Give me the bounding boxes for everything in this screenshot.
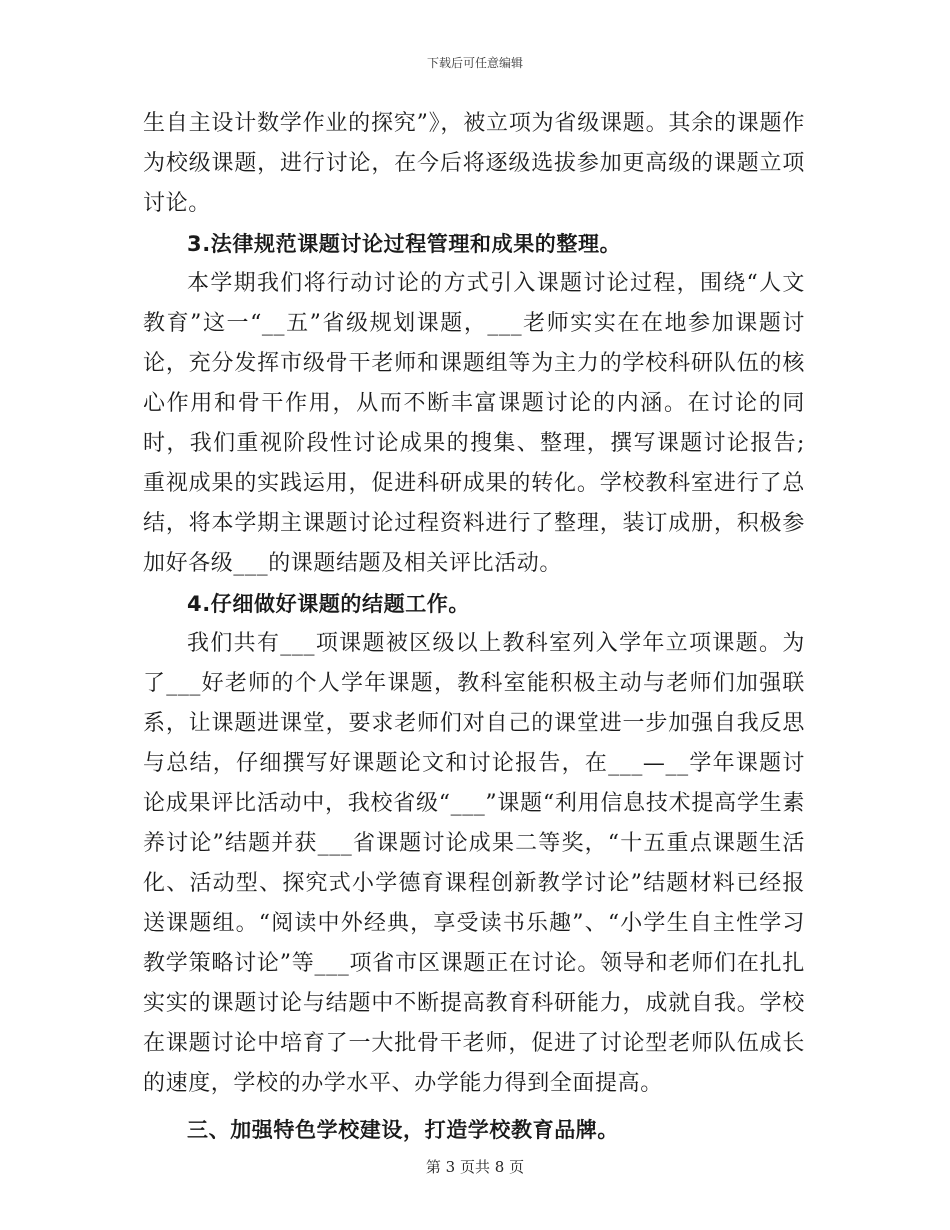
- page-footer: 第 3 页共 8 页: [425, 1158, 525, 1176]
- page-header: 下载后可任意编辑: [426, 56, 523, 70]
- paragraph-research-process: 本学期我们将行动讨论的方式引入课题讨论过程，围绕“人文教育”这一“__五”省级规划课题，___老师实实在在地参加课题讨论，充分发挥市级骨干老师和课题组等为主力的学校科研队伍的核心作用和骨干作用，从而不断丰富课题讨论的内涵。在讨论的同时，我们重视阶段性讨论成果的搜集、整理，撰写课题讨论报告;重视成果的实践运用，促进科研成果的转化。学校教科室进行了总结，将本学期主课题讨论过程资料进行了整理，装订成册，积极参加好各级___的课题结题及相关评比活动。: [143, 271, 805, 576]
- paragraph-project-closure: 我们共有___项课题被区级以上教科室列入学年立项课题。为了___好老师的个人学年课题，教科室能积极主动与老师们加强联系，让课题进课堂，要求老师们对自己的课堂进一步加强自我反思与总结，仔细撰写好课题论文和讨论报告，在___—__学年课题讨论成果评比活动中，我校省级“___”课题“利用信息技术提高学生素养讨论”结题并获___省课题讨论成果二等奖，“十五重点课题生活化、活动型、探究式小学德育课程创新教学讨论”结题材料已经报送课题组。“阅读中外经典，享受读书乐趣”、“小学生自主性学习教学策略讨论”等___项省市区课题正在讨论。领导和老师们在扎扎实实的课题讨论与结题中不断提高教育科研能力，成就自我。学校在课题讨论中培育了一大批骨干老师，促进了讨论型老师队伍成长的速度，学校的办学水平、办学能力得到全面提高。: [143, 631, 805, 1096]
- paragraph-continuation: 生自主设计数学作业的探究”》，被立项为省级课题。其余的课题作为校级课题，进行讨论，在今后将逐级选拔参加更高级的课题立项讨论。: [143, 111, 805, 216]
- heading-3: 3.法律规范课题讨论过程管理和成果的整理。: [187, 232, 622, 256]
- heading-4: 4.仔细做好课题的结题工作。: [187, 592, 470, 616]
- section-heading-3: 三、加强特色学校建设，打造学校教育品牌。: [187, 1118, 619, 1142]
- document-body: [143, 104, 805, 1150]
